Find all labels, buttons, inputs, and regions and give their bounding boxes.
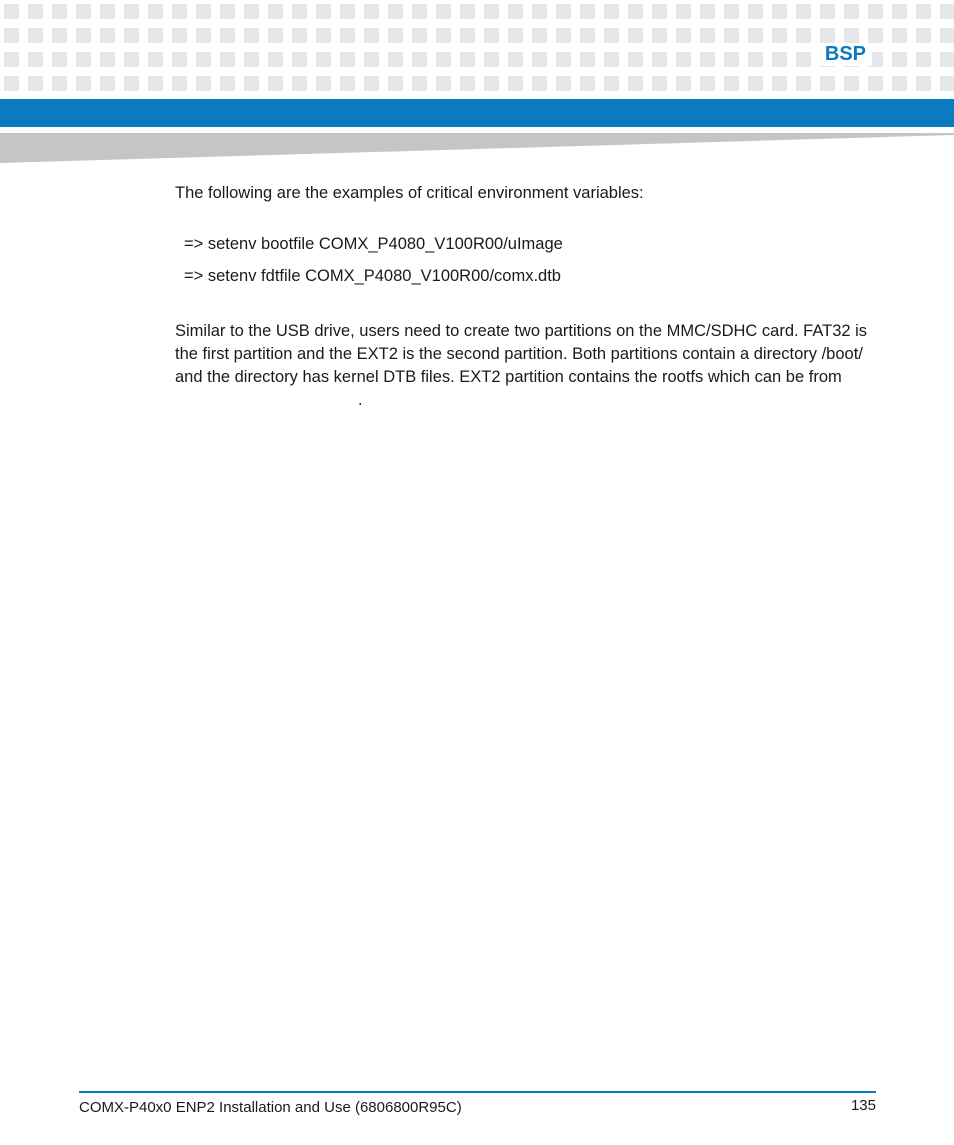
intro-text: The following are the examples of critical environment variables:	[175, 184, 644, 202]
header-pattern	[0, 0, 954, 96]
paragraph-text: Similar to the USB drive, users need to create two partitions on the MMC/SDHC card. FAT32 is the first partition and the EXT2 is the second partition. Both partitions contain a directory /boot/ and the directory has kernel DTB files. EXT2 partition contains the rootfs which can be from	[175, 322, 868, 386]
header-square-pattern	[0, 0, 954, 96]
footer-doc-title: COMX-P40x0 ENP2 Installation and Use (6806800R95C)	[79, 1099, 462, 1116]
footer-rule	[79, 1091, 876, 1093]
header-grey-wedge	[0, 131, 954, 163]
section-title: BSP	[819, 43, 872, 66]
command-line: => setenv bootfile COMX_P4080_V100R00/uImage	[184, 235, 563, 253]
header-blue-band	[0, 99, 954, 127]
command-line: => setenv fdtfile COMX_P4080_V100R00/comx.dtb	[184, 267, 561, 285]
footer-page-number: 135	[850, 1097, 876, 1114]
paragraph-end: .	[358, 391, 363, 409]
body-paragraph	[175, 320, 880, 412]
